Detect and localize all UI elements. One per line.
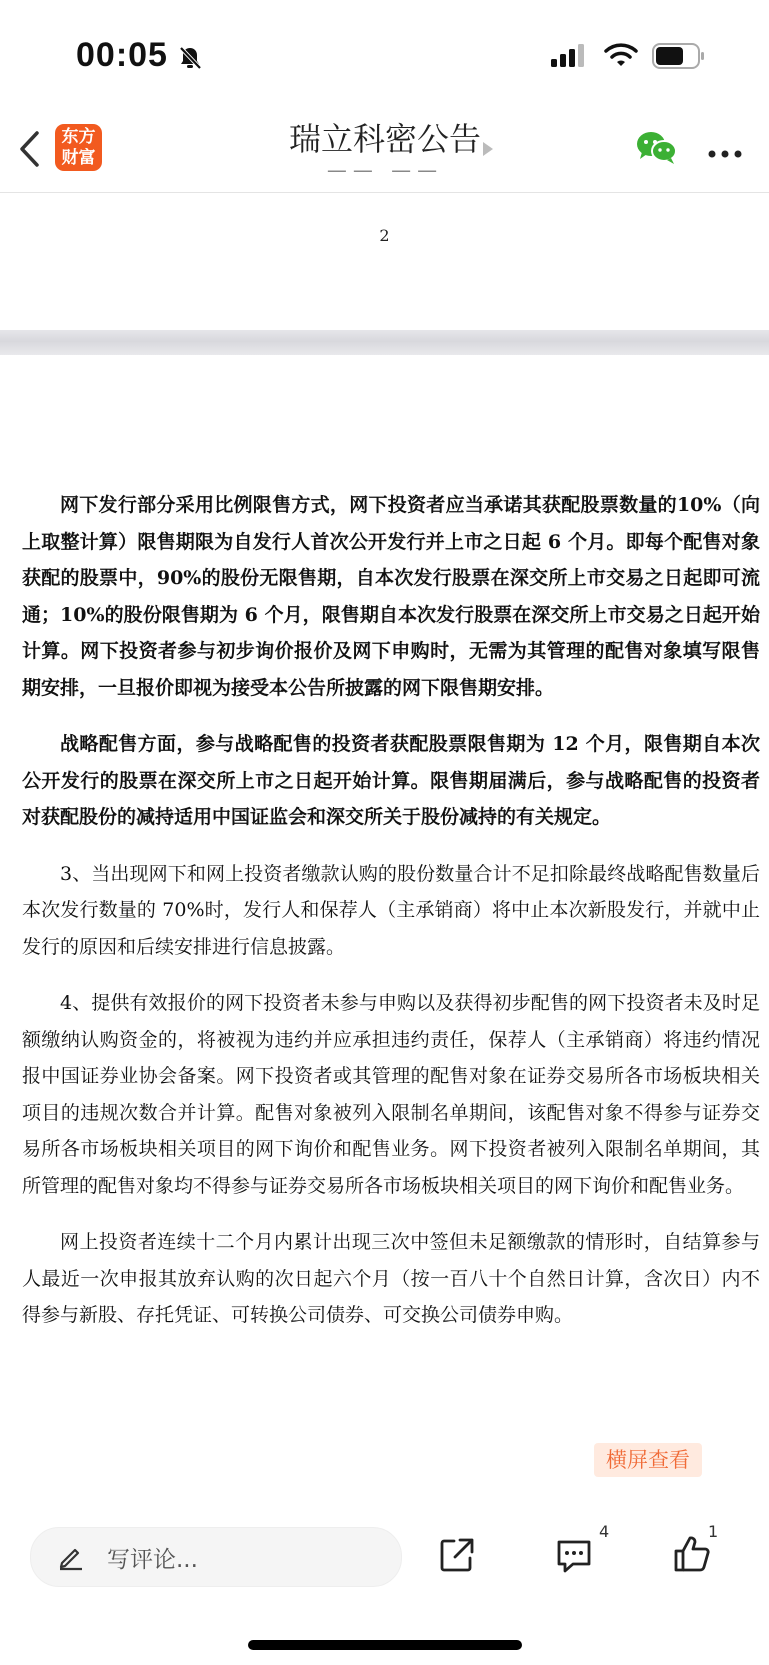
- like-button[interactable]: [672, 1534, 712, 1578]
- battery-icon: [652, 42, 706, 74]
- document-body: [22, 487, 760, 1354]
- pencil-icon: [57, 1543, 85, 1575]
- nav-bar: [0, 100, 769, 193]
- chevron-left-icon: [16, 130, 42, 168]
- status-time: 00:05: [76, 36, 168, 74]
- app-logo[interactable]: [55, 124, 102, 171]
- comment-input[interactable]: [30, 1527, 402, 1587]
- logo-line1: 东方: [61, 127, 96, 147]
- page-title: 瑞立科密公告: [288, 120, 481, 158]
- share-button[interactable]: [438, 1536, 476, 1578]
- wechat-icon: [636, 130, 678, 166]
- paragraph: 战略配售方面，参与战略配售的投资者获配股票限售期为 12 个月，限售期自本次公开发行的股票在深交所上市之日起开始计算。限售期届满后，参与战略配售的投资者对获配股份的减持适用中国证监会和深交所关于股份减持的有关规定。: [22, 733, 760, 828]
- comment-placeholder: 写评论...: [107, 1547, 198, 1573]
- paragraph: 4、提供有效报价的网下投资者未参与申购以及获得初步配售的网下投资者未及时足额缴纳认购资金的，将被视为违约并应承担违约责任，保荐人（主承销商）将违约情况报中国证券业协会备案。网下投资者或其管理的配售对象在证券交易所各市场板块相关项目的违规次数合并计算。配售对象被列入限制名单期间，该配售对象不得参与证券交易所各市场板块相关项目的网下询价和配售业务。网下投资者被列入限制名单期间，其所管理的配售对象均不得参与证券交易所各市场板块相关项目的网下询价和配售业务。: [22, 992, 760, 1197]
- logo-line2: 财富: [61, 148, 96, 168]
- paragraph: 3、当出现网下和网上投资者缴款认购的股份数量合计不足扣除最终战略配售数量后本次发行数量的 70%时，发行人和保荐人（主承销商）将中止本次新股发行，并就中止发行的原因和后续安排进行信息披露。: [22, 862, 760, 958]
- landscape-view-button[interactable]: 横屏查看: [594, 1443, 702, 1477]
- home-indicator: [248, 1640, 522, 1650]
- page-separator: [0, 330, 769, 355]
- wechat-share-button[interactable]: [636, 130, 678, 170]
- more-button[interactable]: [708, 144, 742, 163]
- thumbs-up-icon: [672, 1534, 712, 1574]
- back-button[interactable]: [16, 130, 42, 172]
- status-bar: [0, 0, 769, 100]
- bell-slash-icon: [176, 44, 204, 76]
- comment-icon: [555, 1538, 593, 1574]
- comment-count: 4: [599, 1522, 610, 1541]
- paragraph: 网上投资者连续十二个月内累计出现三次中签但未足额缴款的情形时，自结算参与人最近一次申报其放弃认购的次日起六个月（按一百八十个自然日计算，含次日）内不得参与新股、存托凭证、可转换公司债券、可交换公司债券申购。: [22, 1231, 760, 1326]
- page-subtitle: —— ——: [326, 158, 444, 182]
- paragraph: 网下发行部分采用比例限售方式，网下投资者应当承诺其获配股票数量的10%（向上取整计算）限售期限为自发行人首次公开发行并上市之日起 6 个月。即每个配售对象获配的股票中，90%的股份无限售期，自本次发行股票在深交所上市交易之日起即可流通；10%的股份限售期为 6 个月，限售期自本次发行股票在深交所上市交易之日起开始计算。网下投资者参与初步询价报价及网下申购时，无需为其管理的配售对象填写限售期安排，一旦报价即视为接受本公告所披露的网下限售期安排。: [22, 494, 760, 699]
- share-icon: [438, 1536, 476, 1574]
- comments-button[interactable]: [555, 1538, 593, 1578]
- page-number: 2: [379, 226, 390, 245]
- more-horizontal-icon: [708, 149, 742, 159]
- cellular-signal-icon: [551, 44, 587, 72]
- wifi-icon: [604, 42, 638, 72]
- play-triangle-icon: [483, 142, 493, 156]
- like-count: 1: [708, 1522, 719, 1541]
